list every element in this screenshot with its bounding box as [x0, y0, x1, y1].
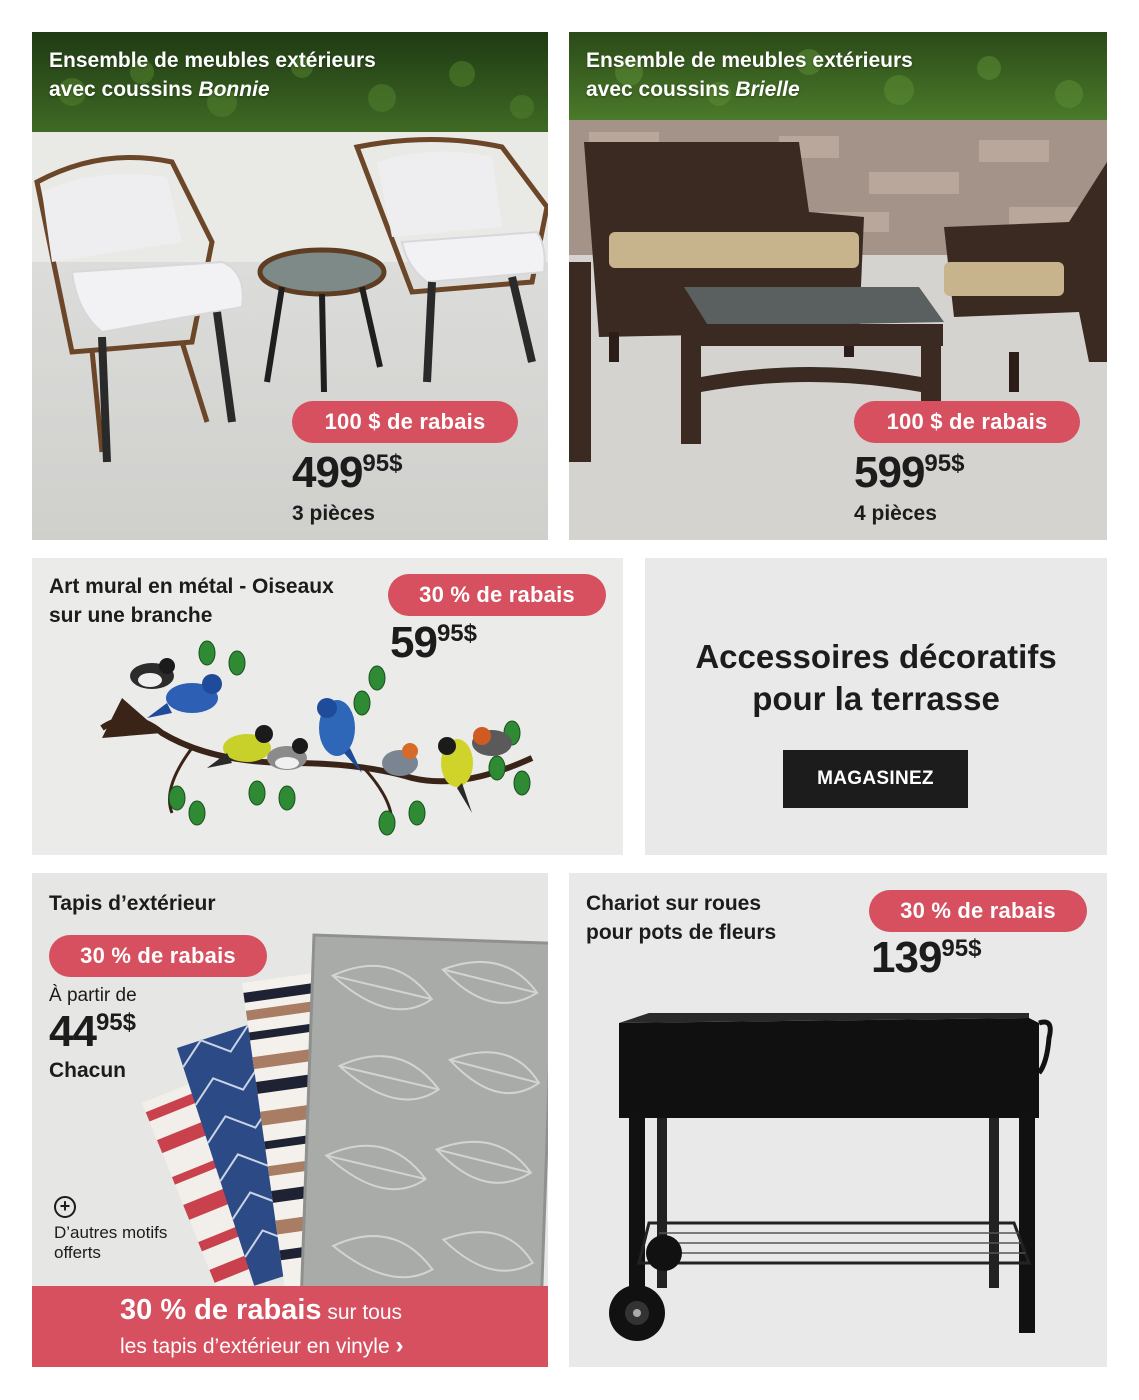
brielle-furniture-photo: [569, 32, 1107, 540]
rugs-discount-badge: 30 % de rabais: [49, 935, 267, 977]
banner-bold-text: 30 % de rabais: [120, 1294, 322, 1326]
chevron-right-icon: ›: [395, 1332, 404, 1359]
rugs-title: Tapis d’extérieur: [49, 892, 216, 915]
brielle-card[interactable]: [569, 32, 1107, 540]
decor-accessories-card: [645, 558, 1107, 855]
cart-price: 13995$: [871, 933, 982, 982]
cart-title: Chariot sur roues pour pots de fleurs: [586, 892, 777, 944]
brielle-discount-badge: 100 $ de rabais: [854, 401, 1080, 443]
bonnie-pieces: 3 pièces: [292, 502, 375, 525]
banner-line2: les tapis d’extérieur en vinyle: [120, 1335, 396, 1358]
brielle-title: Ensemble de meubles extérieurs avec coussins Brielle: [586, 49, 913, 101]
wall-art-price: 5995$: [390, 618, 478, 667]
wall-art-title: Art mural en métal - Oiseaux sur une branche: [49, 575, 334, 627]
vinyl-rugs-promo-banner[interactable]: [32, 1286, 548, 1367]
rugs-from-label: À partir de: [49, 985, 137, 1006]
bonnie-discount-badge: 100 $ de rabais: [292, 401, 518, 443]
brielle-pieces: 4 pièces: [854, 502, 937, 525]
cart-discount-badge: 30 % de rabais: [869, 890, 1087, 932]
bonnie-title: Ensemble de meubles extérieurs avec coussins Bonnie: [49, 49, 376, 101]
birds-on-branch-photo: [32, 558, 623, 855]
decor-heading: Accessoires décoratifs pour la terrasse: [695, 638, 1057, 717]
wall-art-discount-badge: 30 % de rabais: [388, 574, 606, 616]
outdoor-rugs-card[interactable]: [32, 873, 548, 1367]
brielle-price: 59995$: [854, 448, 965, 497]
more-patterns-note: D’autres motifs offerts: [54, 1223, 168, 1262]
rugs-each-label: Chacun: [49, 1059, 127, 1082]
shop-button[interactable]: MAGASINEZ: [783, 750, 968, 808]
wall-art-card[interactable]: [32, 558, 623, 855]
plus-circle-icon[interactable]: +: [54, 1196, 76, 1218]
bonnie-card[interactable]: [32, 32, 548, 540]
bonnie-price: 49995$: [292, 448, 403, 497]
planter-cart-card[interactable]: [569, 873, 1107, 1367]
planter-cart-photo: [569, 873, 1107, 1367]
bonnie-furniture-photo: [32, 32, 548, 540]
rugs-price: 4495$: [49, 1007, 137, 1056]
banner-rest-text: sur tous: [321, 1301, 403, 1324]
